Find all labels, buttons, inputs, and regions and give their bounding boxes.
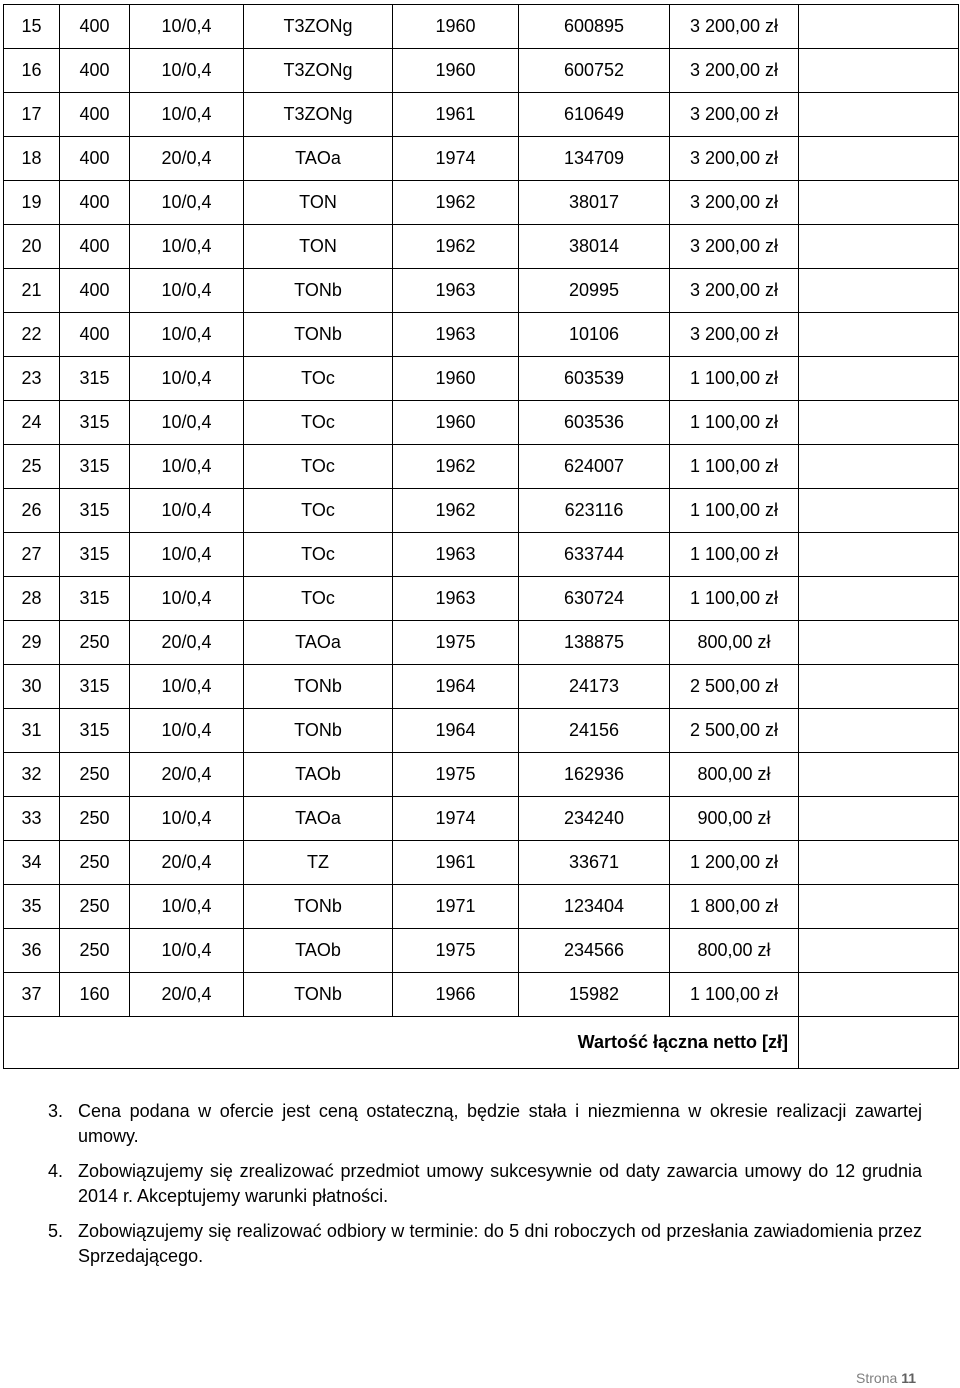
table-row xyxy=(4,709,959,753)
empty-cell xyxy=(799,797,959,841)
power-kva-cell: 250 xyxy=(60,885,130,929)
voltage-ratio-cell: 20/0,4 xyxy=(130,973,244,1017)
transformer-type-cell: TOc xyxy=(244,401,393,445)
power-kva-cell: 400 xyxy=(60,5,130,49)
production-year-cell: 1971 xyxy=(393,885,519,929)
transformer-type-cell: TAOa xyxy=(244,621,393,665)
page-footer xyxy=(856,1370,916,1386)
production-year-cell: 1975 xyxy=(393,753,519,797)
production-year-cell: 1960 xyxy=(393,357,519,401)
serial-number-cell: 234566 xyxy=(519,929,670,973)
voltage-ratio-cell: 10/0,4 xyxy=(130,269,244,313)
empty-cell xyxy=(799,93,959,137)
serial-number-cell: 623116 xyxy=(519,489,670,533)
empty-cell xyxy=(799,489,959,533)
empty-cell xyxy=(799,885,959,929)
row-number-cell: 25 xyxy=(4,445,60,489)
total-row xyxy=(4,1017,959,1069)
table-row xyxy=(4,269,959,313)
transformer-type-cell: T3ZONg xyxy=(244,49,393,93)
price-cell: 1 100,00 zł xyxy=(670,401,799,445)
production-year-cell: 1963 xyxy=(393,577,519,621)
row-number-cell: 33 xyxy=(4,797,60,841)
power-kva-cell: 315 xyxy=(60,489,130,533)
row-number-cell: 24 xyxy=(4,401,60,445)
production-year-cell: 1960 xyxy=(393,401,519,445)
table-row xyxy=(4,181,959,225)
empty-cell xyxy=(799,577,959,621)
voltage-ratio-cell: 10/0,4 xyxy=(130,577,244,621)
empty-cell xyxy=(799,753,959,797)
empty-cell xyxy=(799,929,959,973)
power-kva-cell: 400 xyxy=(60,225,130,269)
row-number-cell: 28 xyxy=(4,577,60,621)
price-cell: 3 200,00 zł xyxy=(670,49,799,93)
production-year-cell: 1974 xyxy=(393,797,519,841)
empty-cell xyxy=(799,313,959,357)
clause-text: Zobowiązujemy się realizować odbiory w terminie: do 5 dni roboczych od przesłania zawiadomienia przez Sprzedającego. xyxy=(78,1221,922,1266)
table-row xyxy=(4,489,959,533)
voltage-ratio-cell: 10/0,4 xyxy=(130,357,244,401)
price-cell: 1 100,00 zł xyxy=(670,577,799,621)
table-row xyxy=(4,445,959,489)
transformer-type-cell: T3ZONg xyxy=(244,5,393,49)
transformer-type-cell: TONb xyxy=(244,709,393,753)
table-row xyxy=(4,973,959,1017)
transformer-type-cell: TON xyxy=(244,181,393,225)
table-row xyxy=(4,5,959,49)
power-kva-cell: 250 xyxy=(60,929,130,973)
row-number-cell: 34 xyxy=(4,841,60,885)
row-number-cell: 23 xyxy=(4,357,60,401)
row-number-cell: 20 xyxy=(4,225,60,269)
power-kva-cell: 315 xyxy=(60,709,130,753)
power-kva-cell: 315 xyxy=(60,445,130,489)
total-value xyxy=(799,1017,959,1069)
production-year-cell: 1963 xyxy=(393,269,519,313)
table-row xyxy=(4,885,959,929)
voltage-ratio-cell: 10/0,4 xyxy=(130,5,244,49)
empty-cell xyxy=(799,445,959,489)
power-kva-cell: 400 xyxy=(60,93,130,137)
price-cell: 1 200,00 zł xyxy=(670,841,799,885)
table-row xyxy=(4,797,959,841)
serial-number-cell: 33671 xyxy=(519,841,670,885)
production-year-cell: 1960 xyxy=(393,5,519,49)
production-year-cell: 1961 xyxy=(393,841,519,885)
table-row xyxy=(4,225,959,269)
transformer-type-cell: TAOb xyxy=(244,753,393,797)
transformer-type-cell: TOc xyxy=(244,533,393,577)
transformer-type-cell: TOc xyxy=(244,445,393,489)
serial-number-cell: 24173 xyxy=(519,665,670,709)
serial-number-cell: 630724 xyxy=(519,577,670,621)
power-kva-cell: 315 xyxy=(60,665,130,709)
price-cell: 800,00 zł xyxy=(670,929,799,973)
price-cell: 900,00 zł xyxy=(670,797,799,841)
voltage-ratio-cell: 10/0,4 xyxy=(130,93,244,137)
price-cell: 3 200,00 zł xyxy=(670,269,799,313)
empty-cell xyxy=(799,225,959,269)
clause-text: Cena podana w ofercie jest ceną ostateczną, będzie stała i niezmienna w okresie realizacji zawartej umowy. xyxy=(78,1101,922,1146)
production-year-cell: 1962 xyxy=(393,181,519,225)
empty-cell xyxy=(799,665,959,709)
price-cell: 3 200,00 zł xyxy=(670,5,799,49)
power-kva-cell: 400 xyxy=(60,49,130,93)
serial-number-cell: 24156 xyxy=(519,709,670,753)
price-cell: 3 200,00 zł xyxy=(670,93,799,137)
row-number-cell: 36 xyxy=(4,929,60,973)
page-label: Strona xyxy=(856,1370,898,1386)
production-year-cell: 1966 xyxy=(393,973,519,1017)
table-row xyxy=(4,533,959,577)
transformer-type-cell: TAOa xyxy=(244,137,393,181)
transformer-type-cell: TOc xyxy=(244,577,393,621)
price-cell: 3 200,00 zł xyxy=(670,313,799,357)
voltage-ratio-cell: 20/0,4 xyxy=(130,137,244,181)
production-year-cell: 1962 xyxy=(393,445,519,489)
power-kva-cell: 250 xyxy=(60,797,130,841)
voltage-ratio-cell: 10/0,4 xyxy=(130,665,244,709)
production-year-cell: 1975 xyxy=(393,621,519,665)
transformer-type-cell: TONb xyxy=(244,973,393,1017)
table-row xyxy=(4,401,959,445)
empty-cell xyxy=(799,49,959,93)
empty-cell xyxy=(799,269,959,313)
table-row xyxy=(4,49,959,93)
clause-number: 4. xyxy=(48,1161,64,1181)
clause-number: 5. xyxy=(48,1221,64,1241)
power-kva-cell: 160 xyxy=(60,973,130,1017)
transformer-type-cell: TZ xyxy=(244,841,393,885)
power-kva-cell: 250 xyxy=(60,841,130,885)
transformer-type-cell: TONb xyxy=(244,665,393,709)
power-kva-cell: 250 xyxy=(60,753,130,797)
row-number-cell: 15 xyxy=(4,5,60,49)
power-kva-cell: 400 xyxy=(60,313,130,357)
price-cell: 1 800,00 zł xyxy=(670,885,799,929)
empty-cell xyxy=(799,709,959,753)
serial-number-cell: 38014 xyxy=(519,225,670,269)
serial-number-cell: 633744 xyxy=(519,533,670,577)
price-cell: 1 100,00 zł xyxy=(670,973,799,1017)
table-row xyxy=(4,753,959,797)
voltage-ratio-cell: 10/0,4 xyxy=(130,797,244,841)
voltage-ratio-cell: 10/0,4 xyxy=(130,533,244,577)
serial-number-cell: 600895 xyxy=(519,5,670,49)
production-year-cell: 1960 xyxy=(393,49,519,93)
transformer-type-cell: TONb xyxy=(244,313,393,357)
power-kva-cell: 250 xyxy=(60,621,130,665)
table-row xyxy=(4,313,959,357)
voltage-ratio-cell: 10/0,4 xyxy=(130,489,244,533)
transformer-type-cell: TAOa xyxy=(244,797,393,841)
transformer-type-cell: TON xyxy=(244,225,393,269)
row-number-cell: 21 xyxy=(4,269,60,313)
voltage-ratio-cell: 10/0,4 xyxy=(130,313,244,357)
power-kva-cell: 400 xyxy=(60,269,130,313)
row-number-cell: 26 xyxy=(4,489,60,533)
empty-cell xyxy=(799,401,959,445)
serial-number-cell: 138875 xyxy=(519,621,670,665)
price-cell: 2 500,00 zł xyxy=(670,709,799,753)
serial-number-cell: 624007 xyxy=(519,445,670,489)
transformer-type-cell: TOc xyxy=(244,357,393,401)
empty-cell xyxy=(799,841,959,885)
row-number-cell: 16 xyxy=(4,49,60,93)
production-year-cell: 1974 xyxy=(393,137,519,181)
production-year-cell: 1964 xyxy=(393,665,519,709)
clause-number: 3. xyxy=(48,1101,64,1121)
price-cell: 1 100,00 zł xyxy=(670,533,799,577)
serial-number-cell: 603539 xyxy=(519,357,670,401)
voltage-ratio-cell: 10/0,4 xyxy=(130,49,244,93)
voltage-ratio-cell: 10/0,4 xyxy=(130,709,244,753)
price-cell: 3 200,00 zł xyxy=(670,225,799,269)
table-row xyxy=(4,357,959,401)
empty-cell xyxy=(799,357,959,401)
serial-number-cell: 123404 xyxy=(519,885,670,929)
power-kva-cell: 400 xyxy=(60,181,130,225)
row-number-cell: 29 xyxy=(4,621,60,665)
table-row xyxy=(4,93,959,137)
power-kva-cell: 315 xyxy=(60,357,130,401)
power-kva-cell: 315 xyxy=(60,401,130,445)
empty-cell xyxy=(799,181,959,225)
clause-item xyxy=(48,1159,922,1208)
voltage-ratio-cell: 20/0,4 xyxy=(130,621,244,665)
page-number: 11 xyxy=(901,1370,916,1386)
serial-number-cell: 15982 xyxy=(519,973,670,1017)
serial-number-cell: 38017 xyxy=(519,181,670,225)
row-number-cell: 19 xyxy=(4,181,60,225)
offer-clauses xyxy=(48,1099,922,1279)
table-row xyxy=(4,137,959,181)
row-number-cell: 35 xyxy=(4,885,60,929)
transformer-type-cell: TAOb xyxy=(244,929,393,973)
voltage-ratio-cell: 10/0,4 xyxy=(130,885,244,929)
empty-cell xyxy=(799,533,959,577)
serial-number-cell: 162936 xyxy=(519,753,670,797)
production-year-cell: 1962 xyxy=(393,489,519,533)
transformer-type-cell: TONb xyxy=(244,885,393,929)
row-number-cell: 31 xyxy=(4,709,60,753)
clause-text: Zobowiązujemy się zrealizować przedmiot umowy sukcesywnie od daty zawarcia umowy do 12 grudnia 2014 r. Akceptujemy warunki płatności. xyxy=(78,1161,922,1206)
table-row xyxy=(4,577,959,621)
voltage-ratio-cell: 10/0,4 xyxy=(130,181,244,225)
row-number-cell: 18 xyxy=(4,137,60,181)
transformer-type-cell: TOc xyxy=(244,489,393,533)
price-cell: 800,00 zł xyxy=(670,621,799,665)
row-number-cell: 17 xyxy=(4,93,60,137)
price-cell: 3 200,00 zł xyxy=(670,137,799,181)
total-label: Wartość łączna netto [zł] xyxy=(4,1017,799,1069)
production-year-cell: 1961 xyxy=(393,93,519,137)
voltage-ratio-cell: 10/0,4 xyxy=(130,401,244,445)
production-year-cell: 1964 xyxy=(393,709,519,753)
serial-number-cell: 234240 xyxy=(519,797,670,841)
row-number-cell: 30 xyxy=(4,665,60,709)
transformer-type-cell: T3ZONg xyxy=(244,93,393,137)
production-year-cell: 1963 xyxy=(393,533,519,577)
price-cell: 1 100,00 zł xyxy=(670,357,799,401)
equipment-table xyxy=(3,4,959,1069)
transformer-type-cell: TONb xyxy=(244,269,393,313)
serial-number-cell: 600752 xyxy=(519,49,670,93)
price-cell: 2 500,00 zł xyxy=(670,665,799,709)
serial-number-cell: 610649 xyxy=(519,93,670,137)
production-year-cell: 1975 xyxy=(393,929,519,973)
row-number-cell: 32 xyxy=(4,753,60,797)
voltage-ratio-cell: 20/0,4 xyxy=(130,753,244,797)
price-cell: 1 100,00 zł xyxy=(670,489,799,533)
clause-item xyxy=(48,1099,922,1148)
table-row xyxy=(4,929,959,973)
production-year-cell: 1963 xyxy=(393,313,519,357)
price-cell: 3 200,00 zł xyxy=(670,181,799,225)
table-row xyxy=(4,621,959,665)
power-kva-cell: 315 xyxy=(60,533,130,577)
clause-item xyxy=(48,1219,922,1268)
power-kva-cell: 315 xyxy=(60,577,130,621)
row-number-cell: 37 xyxy=(4,973,60,1017)
voltage-ratio-cell: 10/0,4 xyxy=(130,225,244,269)
voltage-ratio-cell: 10/0,4 xyxy=(130,445,244,489)
table-row xyxy=(4,665,959,709)
empty-cell xyxy=(799,973,959,1017)
equipment-table-body xyxy=(4,5,959,1017)
table-row xyxy=(4,841,959,885)
voltage-ratio-cell: 20/0,4 xyxy=(130,841,244,885)
price-cell: 1 100,00 zł xyxy=(670,445,799,489)
empty-cell xyxy=(799,137,959,181)
serial-number-cell: 603536 xyxy=(519,401,670,445)
serial-number-cell: 20995 xyxy=(519,269,670,313)
empty-cell xyxy=(799,621,959,665)
price-cell: 800,00 zł xyxy=(670,753,799,797)
serial-number-cell: 10106 xyxy=(519,313,670,357)
row-number-cell: 27 xyxy=(4,533,60,577)
empty-cell xyxy=(799,5,959,49)
power-kva-cell: 400 xyxy=(60,137,130,181)
voltage-ratio-cell: 10/0,4 xyxy=(130,929,244,973)
row-number-cell: 22 xyxy=(4,313,60,357)
serial-number-cell: 134709 xyxy=(519,137,670,181)
production-year-cell: 1962 xyxy=(393,225,519,269)
